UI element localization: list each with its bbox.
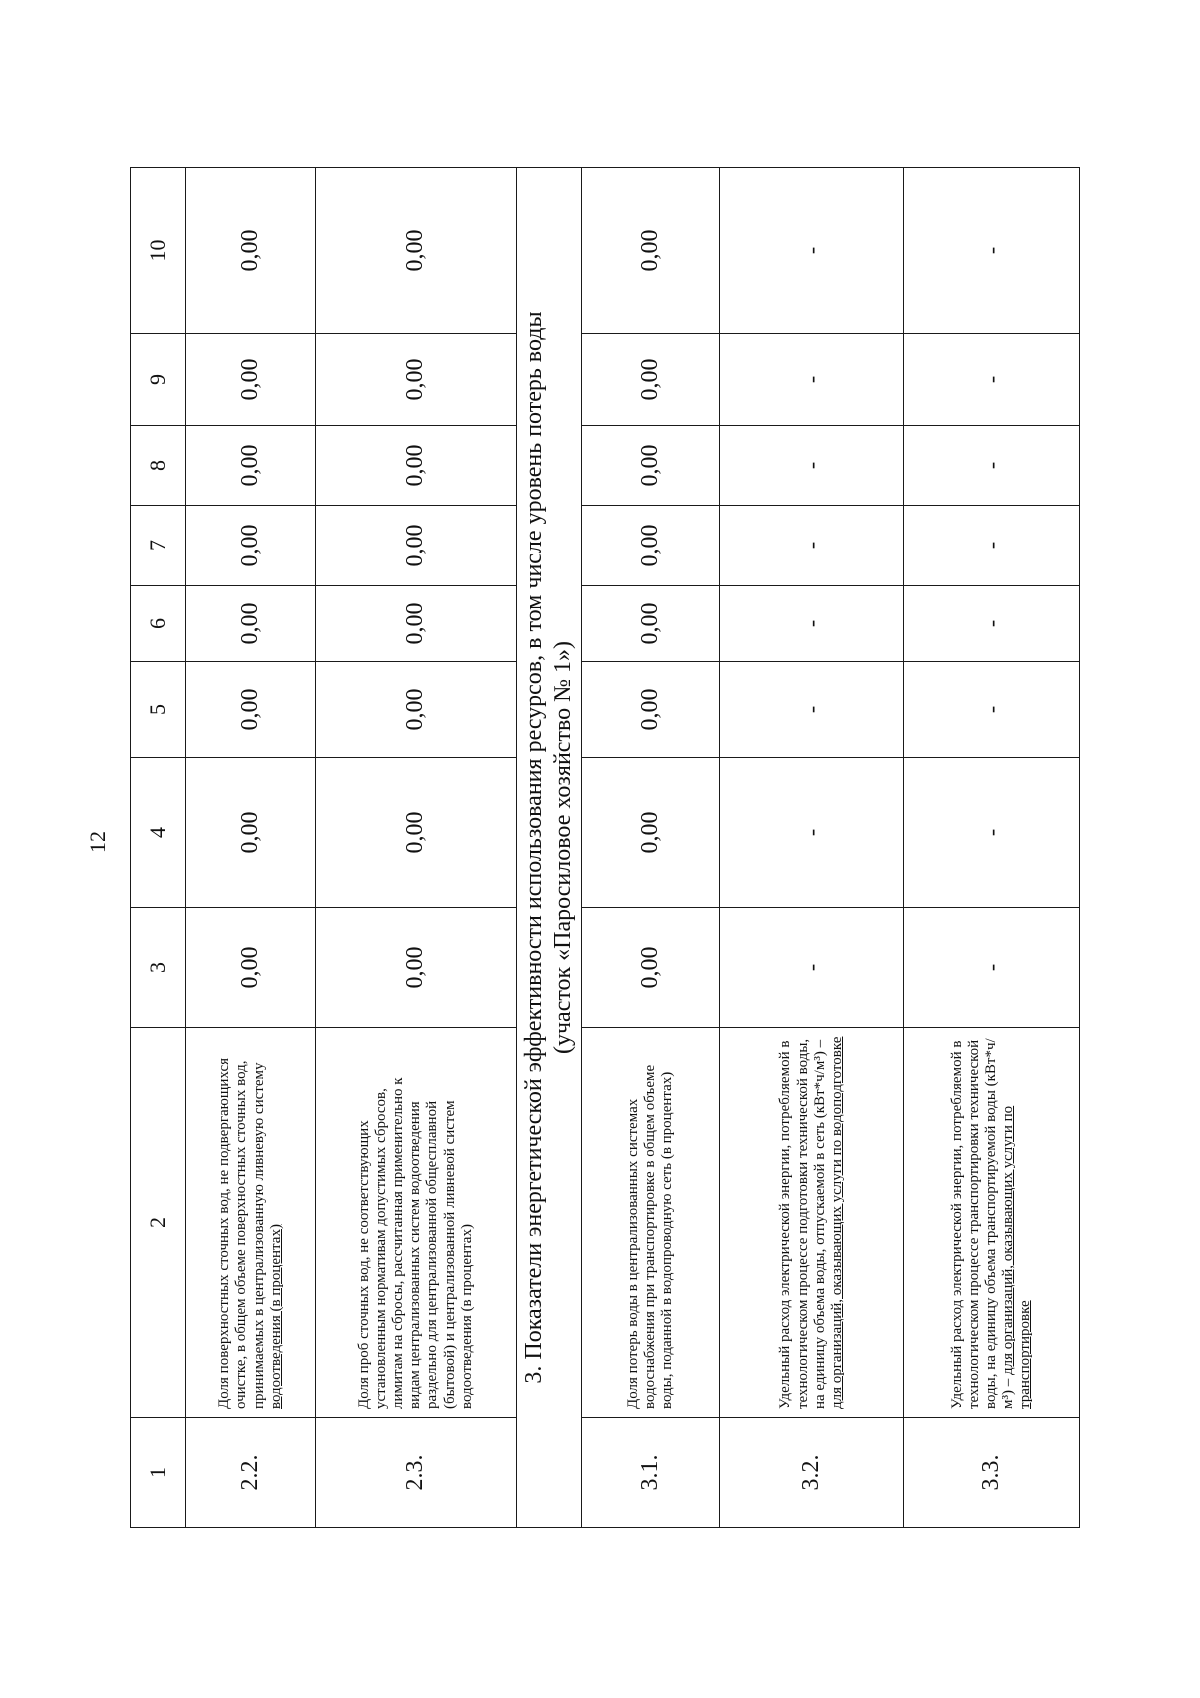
indicators-table (130, 167, 1080, 1528)
section-heading-line1: 3. Показатели энергетической эффективности использования ресурсов, в том числе уровень потерь воды (520, 311, 547, 1384)
header-cell: 9 (131, 334, 186, 426)
header-cell: 7 (131, 506, 186, 586)
row-description (904, 1028, 1080, 1418)
value-cell: - (904, 334, 1080, 426)
value-cell: 0,00 (186, 586, 316, 662)
value-cell: - (720, 758, 904, 908)
header-cell: 8 (131, 426, 186, 506)
value-cell: 0,00 (582, 586, 720, 662)
value-cell: 0,00 (316, 586, 517, 662)
value-cell: 0,00 (316, 758, 517, 908)
header-cell: 1 (131, 1418, 186, 1528)
row-description: Доля проб сточных вод, не соответствующих установленным нормативам допустимых сбросов, лимитам на сбросы, рассчитанная применительно к видам централизованных систем водоотведения раздельно для централизованной общесплавной (бытовой) и централизованной ливневой систем водоотведения (в процентах) (316, 1028, 517, 1418)
table-row (316, 168, 517, 1528)
value-cell: 0,00 (186, 506, 316, 586)
value-cell: - (720, 426, 904, 506)
value-cell: 0,00 (582, 908, 720, 1028)
value-cell: - (720, 662, 904, 758)
value-cell: 0,00 (582, 334, 720, 426)
section-heading-line2: (участок «Паросиловое хозяйство № 1») (549, 641, 576, 1055)
value-cell: 0,00 (316, 506, 517, 586)
page-number-text: 12 (85, 831, 110, 853)
header-cell: 10 (131, 168, 186, 334)
value-cell: 0,00 (582, 426, 720, 506)
row-text-underlined: для организаций, оказывающих услуги по водоподготовке (829, 1036, 845, 1409)
table-row (904, 168, 1080, 1528)
row-text: Удельный расход электрической энергии, потребляемой в технологическом процессе подготовки технической воды, на единицу объема воды, отпускаемой в сеть (кВт*ч/м³) – (777, 1038, 828, 1409)
value-cell: 0,00 (186, 426, 316, 506)
value-cell: 0,00 (316, 168, 517, 334)
value-cell: - (904, 908, 1080, 1028)
value-cell: - (720, 168, 904, 334)
value-cell: 0,00 (186, 168, 316, 334)
value-cell: 0,00 (186, 908, 316, 1028)
row-description (186, 1028, 316, 1418)
value-cell: - (720, 334, 904, 426)
value-cell: - (904, 758, 1080, 908)
row-id: 2.2. (186, 1418, 316, 1528)
header-cell: 4 (131, 758, 186, 908)
row-text: Удельный расход электрической энергии, потребляемой в технологическом процессе транспортировки технической воды, на единицу объема транспортируемой воды (кВт*ч/м³) – (948, 1038, 1017, 1409)
row-id: 3.1. (582, 1418, 720, 1528)
table-row (582, 168, 720, 1528)
value-cell: 0,00 (186, 662, 316, 758)
header-cell: 5 (131, 662, 186, 758)
value-cell: 0,00 (316, 334, 517, 426)
section-heading-row (516, 168, 581, 1528)
value-cell: 0,00 (316, 662, 517, 758)
row-text: Доля поверхностных сточных вод, не подвергающихся очистке, в общем объеме поверхностных сточных вод, принимаемых в централизованную ливневую систему (216, 1057, 267, 1409)
header-cell: 3 (131, 908, 186, 1028)
table-row (186, 168, 316, 1528)
row-text-underlined: для организаций, оказывающих услуги по транспортировке (1000, 1105, 1034, 1409)
row-description (720, 1028, 904, 1418)
value-cell: 0,00 (316, 908, 517, 1028)
page-number (84, 822, 112, 862)
row-description: Доля потерь воды в централизованных системах водоснабжения при транспортировке в общем объеме воды, поданной в водопроводную сеть (в процентах) (582, 1028, 720, 1418)
value-cell: 0,00 (186, 758, 316, 908)
rotated-table-wrapper (130, 168, 1080, 1528)
value-cell: - (720, 908, 904, 1028)
header-cell: 6 (131, 586, 186, 662)
value-cell: - (904, 662, 1080, 758)
row-id: 2.3. (316, 1418, 517, 1528)
value-cell: 0,00 (186, 334, 316, 426)
value-cell: - (904, 586, 1080, 662)
value-cell: 0,00 (582, 506, 720, 586)
value-cell: 0,00 (316, 426, 517, 506)
value-cell: 0,00 (582, 758, 720, 908)
value-cell: - (720, 586, 904, 662)
table-row (720, 168, 904, 1528)
value-cell: - (904, 168, 1080, 334)
section-heading (516, 168, 581, 1528)
value-cell: 0,00 (582, 662, 720, 758)
row-text-underlined: водоотведения (в процентах) (267, 1224, 284, 1409)
value-cell: 0,00 (582, 168, 720, 334)
row-id: 3.3. (904, 1418, 1080, 1528)
value-cell: - (904, 506, 1080, 586)
value-cell: - (720, 506, 904, 586)
value-cell: - (904, 426, 1080, 506)
row-id: 3.2. (720, 1418, 904, 1528)
header-cell: 2 (131, 1028, 186, 1418)
table-header-row (131, 168, 186, 1528)
